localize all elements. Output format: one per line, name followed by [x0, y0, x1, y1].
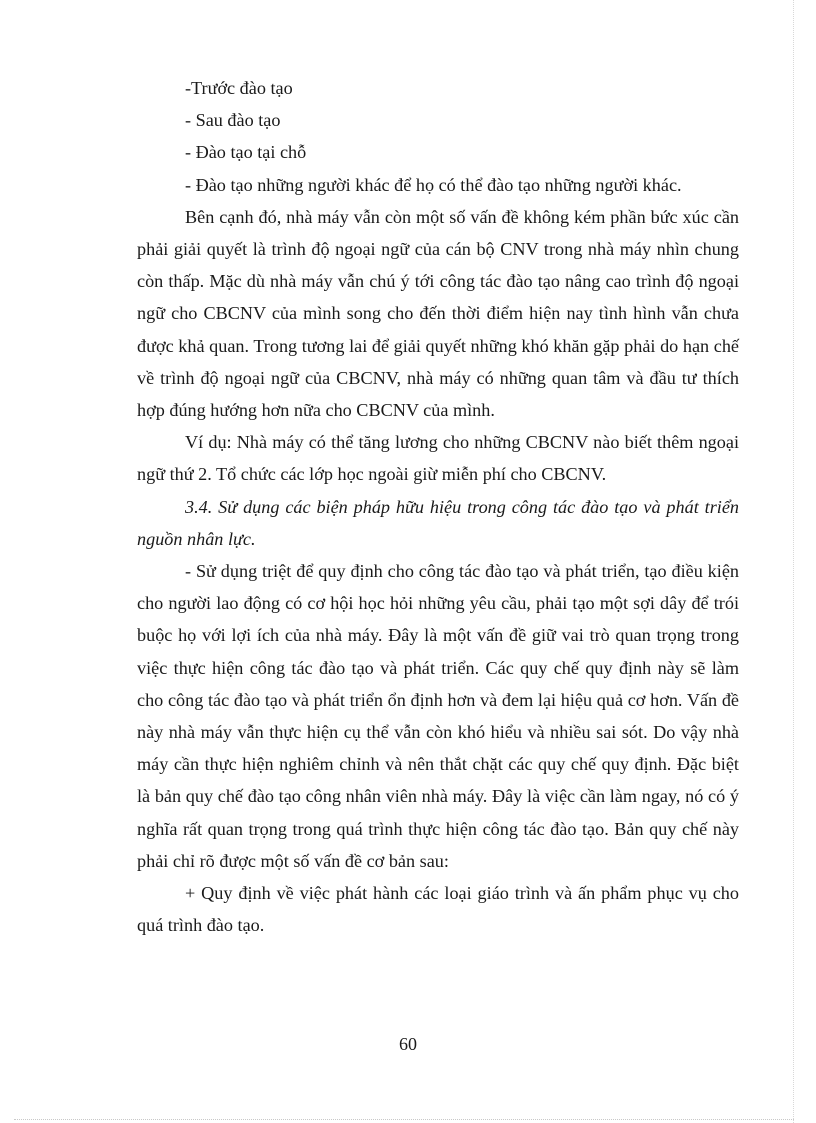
- list-item-train-the-trainer: - Đào tạo những người khác để họ có thể đào tạo những người khác.: [185, 174, 682, 195]
- paragraph-regulations: - Sử dụng triệt để quy định cho công tác đào tạo và phát triển, tạo điều kiện cho người lao động có cơ hội học hỏi những yêu cầu, phải tạo một sợi dây để trói buộc họ với lợi ích của nhà máy. Đây là một vấn đề giữ vai trò quan trọng trong việc thực hiện công tác đào tạo và phát triển. Các quy chế quy định này sẽ làm cho công tác đào tạo và phát triển ổn định hơn và đem lại hiệu quả cơ hơn. Vấn đề này nhà máy vẫn thực hiện cụ thể vẫn còn khó hiểu và nhiều sai sót. Do vậy nhà máy cần thực hiện nghiêm chỉnh và nên thắt chặt các quy chế quy định. Đặc biệt là bản quy chế đào tạo công nhân viên nhà máy. Đây là việc cần làm ngay, nó có ý nghĩa rất quan trọng trong quá trình thực hiện công tác đào tạo. Bản quy chế này phải chỉ rõ được một số vấn đề cơ bản sau:: [137, 561, 739, 871]
- page-number: 60: [399, 1034, 417, 1054]
- section-heading-3-4: 3.4. Sử dụng các biện pháp hữu hiệu trong công tác đào tạo và phát triển nguồn nhân lực.: [137, 496, 739, 549]
- list-item-on-site-training: - Đào tạo tại chỗ: [185, 142, 307, 163]
- page-right-edge: [793, 0, 794, 1123]
- paragraph-example: Ví dụ: Nhà máy có thể tăng lương cho những CBCNV nào biết thêm ngoại ngữ thứ 2. Tổ chức các lớp học ngoài giừ miễn phí cho CBCNV.: [137, 432, 739, 485]
- list-item-textbooks: + Quy định về việc phát hành các loại giáo trình và ấn phẩm phục vụ cho quá trình đào tạo.: [137, 883, 739, 936]
- page-bottom-divider: [14, 1119, 794, 1120]
- list-item-after-training: - Sau đào tạo: [185, 110, 281, 131]
- paragraph-foreign-language: Bên cạnh đó, nhà máy vẫn còn một số vấn đề không kém phần bức xúc cần phải giải quyết là trình độ ngoại ngữ của cán bộ CNV trong nhà máy nhìn chung còn thấp. Mặc dù nhà máy vẫn chú ý tới công tác đào tạo nâng cao trình độ ngoại ngữ cho CBCNV của mình song cho đến thời điểm hiện nay tình hình vẫn chưa được khả quan. Trong tương lai để giải quyết những khó khăn gặp phải do hạn chế về trình độ ngoại ngữ của CBCNV, nhà máy có những quan tâm và đầu tư thích hợp đúng hướng hơn nữa cho CBCNV của mình.: [137, 206, 739, 421]
- body-text: [137, 72, 739, 941]
- list-item-before-training: -Trước đào tạo: [185, 78, 293, 98]
